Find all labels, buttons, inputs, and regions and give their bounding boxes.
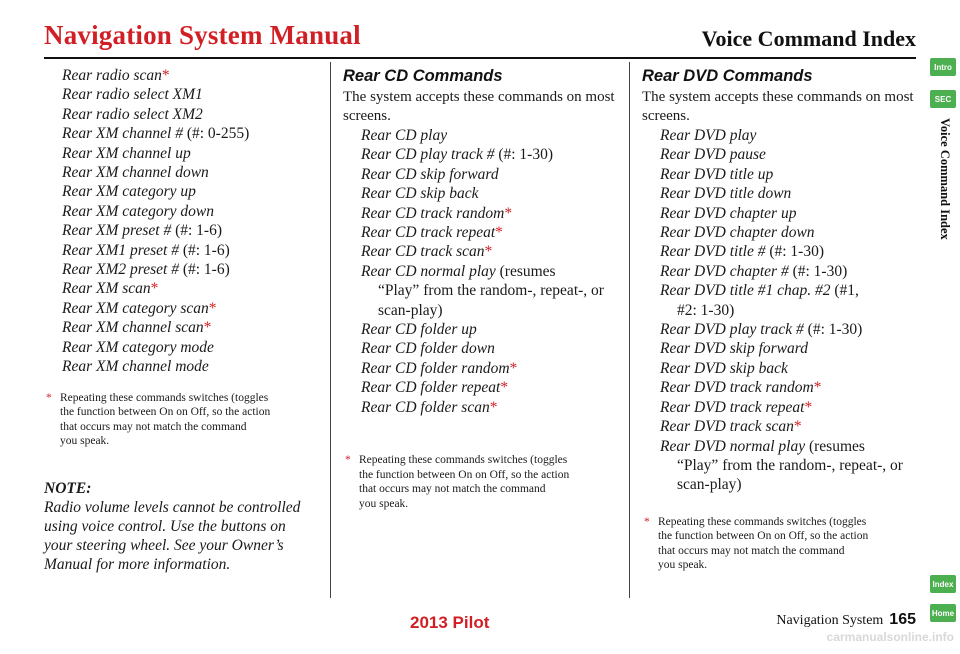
footnote-line: that occurs may not match the command xyxy=(658,544,845,557)
command-text: Rear CD track repeat xyxy=(361,224,496,242)
command-text: Rear CD folder scan xyxy=(361,398,490,416)
command-item xyxy=(642,437,920,495)
command-text: Rear DVD normal play xyxy=(660,437,806,455)
rear-cd-command-list xyxy=(343,126,619,417)
note-text: Radio volume levels cannot be controlled using voice control. Use the buttons on your steering wheel. See your Owner’s Manual for more information. xyxy=(44,498,301,573)
command-item xyxy=(343,320,619,339)
command-param: (#1, xyxy=(830,282,859,300)
repeat-star-icon: * xyxy=(484,243,493,261)
command-item xyxy=(343,262,619,320)
command-text: Rear radio scan xyxy=(62,67,162,84)
command-item xyxy=(642,320,920,339)
command-item xyxy=(343,398,619,417)
command-item xyxy=(642,417,920,436)
repeat-star-icon: * xyxy=(500,379,509,397)
column-rear-cd xyxy=(343,66,619,511)
footnote-star: * xyxy=(46,391,52,404)
command-param: (#: 0-255) xyxy=(182,125,250,143)
command-text: Rear DVD title #1 chap. #2 xyxy=(660,282,831,300)
command-text: Rear DVD chapter # xyxy=(660,262,789,280)
command-item xyxy=(343,242,619,261)
command-text: Rear CD skip back xyxy=(361,185,479,203)
footnote-line: the function between On on Off, so the action xyxy=(658,530,869,543)
command-item xyxy=(44,221,314,240)
command-param: (#: 1-6) xyxy=(178,261,230,279)
repeat-star-icon: * xyxy=(161,67,170,84)
command-item xyxy=(343,126,619,145)
intro-tab[interactable]: Intro xyxy=(930,58,956,76)
command-text: Rear DVD title down xyxy=(660,185,792,203)
command-item xyxy=(44,163,314,182)
repeat-star-icon: * xyxy=(793,418,802,436)
repeat-star-icon: * xyxy=(504,204,513,222)
command-item xyxy=(343,359,619,378)
command-continuation: “Play” from the random-, repeat-, or scan-play) xyxy=(378,282,604,319)
command-text: Rear XM1 preset # xyxy=(62,241,179,259)
command-item xyxy=(642,398,920,417)
home-tab[interactable]: Home xyxy=(930,604,956,622)
command-text: Rear XM channel up xyxy=(62,144,191,162)
command-param: (resumes xyxy=(805,437,865,455)
command-item xyxy=(44,338,314,357)
command-text: Rear DVD title # xyxy=(660,243,766,261)
command-text: Rear radio select XM2 xyxy=(62,105,203,123)
command-param: (#: 1-30) xyxy=(803,321,863,339)
command-text: Rear XM scan xyxy=(62,280,151,298)
command-param: (#: 1-30) xyxy=(788,262,848,280)
command-item xyxy=(642,339,920,358)
command-item xyxy=(642,184,920,203)
command-item xyxy=(642,242,920,261)
command-text: Rear XM category up xyxy=(62,183,196,201)
command-continuation: “Play” from the random-, repeat-, or scan-play) xyxy=(677,456,903,494)
command-item xyxy=(642,281,920,320)
command-text: Rear CD track random xyxy=(361,204,505,222)
command-item xyxy=(44,279,314,298)
command-item xyxy=(642,262,920,281)
header-rule xyxy=(44,57,916,59)
command-item xyxy=(642,223,920,242)
command-item xyxy=(44,299,314,318)
command-text: Rear XM channel # xyxy=(62,125,183,143)
rear-dvd-heading: Rear DVD Commands xyxy=(642,67,813,85)
command-text: Rear XM category mode xyxy=(62,338,214,356)
command-text: Rear radio select XM1 xyxy=(62,86,203,104)
repeat-star-icon: * xyxy=(509,359,518,377)
command-item xyxy=(44,182,314,201)
footnote-line: that occurs may not match the command xyxy=(359,483,546,496)
footnote-star: * xyxy=(644,515,650,528)
side-section-label: Voice Command Index xyxy=(938,118,952,240)
command-text: Rear CD play track # xyxy=(361,146,495,164)
command-item xyxy=(44,241,314,260)
command-text: Rear DVD chapter up xyxy=(660,204,797,222)
footnote xyxy=(44,391,314,449)
footnote xyxy=(642,515,920,573)
column-divider-2 xyxy=(629,62,630,598)
page-footer xyxy=(776,611,916,629)
command-item xyxy=(642,126,920,145)
column-xm-commands xyxy=(44,66,314,574)
command-item xyxy=(44,124,314,143)
command-item xyxy=(44,66,314,85)
footnote-line: Repeating these commands switches (toggles xyxy=(359,454,568,467)
repeat-star-icon: * xyxy=(489,398,498,416)
footnote-line: you speak. xyxy=(658,559,708,572)
footnote-line: you speak. xyxy=(60,435,110,447)
command-item xyxy=(44,144,314,163)
repeat-star-icon: * xyxy=(813,379,822,397)
column-divider-1 xyxy=(330,62,331,598)
command-param: (#: 1-30) xyxy=(765,243,825,261)
footnote xyxy=(343,453,619,511)
index-tab[interactable]: Index xyxy=(930,575,956,593)
model-year-label: 2013 Pilot xyxy=(410,613,490,632)
command-item xyxy=(44,357,314,376)
command-text: Rear XM2 preset # xyxy=(62,261,179,279)
command-item xyxy=(642,378,920,397)
command-item xyxy=(642,145,920,164)
repeat-star-icon: * xyxy=(495,224,503,242)
repeat-star-icon: * xyxy=(208,299,217,317)
repeat-star-icon: * xyxy=(150,280,159,298)
command-text: Rear DVD pause xyxy=(660,146,766,164)
command-text: Rear CD folder up xyxy=(361,321,477,339)
section-title: Voice Command Index xyxy=(701,26,916,51)
command-item xyxy=(44,105,314,124)
command-item xyxy=(642,359,920,378)
command-text: Rear CD normal play xyxy=(361,262,496,280)
command-text: Rear XM channel mode xyxy=(62,358,209,376)
sec-tab[interactable]: SEC xyxy=(930,90,956,108)
command-item xyxy=(642,204,920,223)
command-param: (#: 1-30) xyxy=(494,146,553,164)
command-text: Rear DVD track scan xyxy=(660,418,794,436)
command-item xyxy=(642,165,920,184)
command-text: Rear XM category down xyxy=(62,202,214,220)
repeat-star-icon: * xyxy=(804,398,813,416)
footer-label: Navigation System xyxy=(776,613,884,628)
footnote-star: * xyxy=(345,454,351,467)
footnote-line: the function between On on Off, so the action xyxy=(60,406,271,418)
command-text: Rear CD folder down xyxy=(361,340,495,358)
command-text: Rear CD track scan xyxy=(361,243,485,261)
command-item xyxy=(343,165,619,184)
command-item xyxy=(44,85,314,104)
footnote-line: Repeating these commands switches (toggles xyxy=(658,515,867,528)
command-text: Rear XM category scan xyxy=(62,299,209,317)
command-item xyxy=(343,204,619,223)
command-param: (resumes xyxy=(495,262,556,280)
command-text: Rear DVD track repeat xyxy=(660,398,805,416)
xm-command-list xyxy=(44,66,314,377)
footnote-line: that occurs may not match the command xyxy=(60,420,247,433)
command-text: Rear CD play xyxy=(361,127,448,144)
command-text: Rear XM channel scan xyxy=(62,319,204,337)
command-text: Rear CD folder repeat xyxy=(361,379,501,397)
repeat-star-icon: * xyxy=(203,319,212,337)
command-text: Rear DVD track random xyxy=(660,379,814,397)
command-item xyxy=(343,145,619,164)
command-text: Rear DVD play track # xyxy=(660,321,804,339)
command-text: Rear DVD skip forward xyxy=(660,340,808,358)
command-param: (#: 1-6) xyxy=(178,241,230,259)
manual-title: Navigation System Manual xyxy=(44,20,361,50)
command-item xyxy=(343,223,619,242)
rear-dvd-command-list xyxy=(642,126,920,495)
command-item xyxy=(44,202,314,221)
footnote-line: the function between On on Off, so the action xyxy=(359,468,570,481)
page-number: 165 xyxy=(889,611,916,628)
command-text: Rear CD skip forward xyxy=(361,165,499,183)
command-text: Rear XM preset # xyxy=(62,222,172,240)
command-param: (#: 1-6) xyxy=(171,222,222,240)
rear-dvd-intro: The system accepts these commands on most screens. xyxy=(642,89,914,124)
command-text: Rear DVD play xyxy=(660,127,757,144)
rear-cd-intro: The system accepts these commands on most screens. xyxy=(343,89,615,124)
command-text: Rear DVD title up xyxy=(660,165,774,183)
command-item xyxy=(343,378,619,397)
rear-cd-heading: Rear CD Commands xyxy=(343,67,503,85)
command-item xyxy=(44,260,314,279)
note-label: NOTE: xyxy=(44,479,92,497)
footnote-line: Repeating these commands switches (toggles xyxy=(60,391,269,404)
command-item xyxy=(44,318,314,337)
command-text: Rear DVD skip back xyxy=(660,359,788,377)
column-rear-dvd xyxy=(642,66,920,573)
command-continuation: #2: 1-30) xyxy=(677,301,735,319)
command-text: Rear XM channel down xyxy=(62,164,209,182)
command-item xyxy=(343,339,619,358)
footnote-line: you speak. xyxy=(359,497,409,510)
command-text: Rear DVD chapter down xyxy=(660,224,815,242)
command-text: Rear CD folder random xyxy=(361,359,510,377)
command-item xyxy=(343,184,619,203)
site-watermark: carmanualsonline.info xyxy=(826,630,954,644)
